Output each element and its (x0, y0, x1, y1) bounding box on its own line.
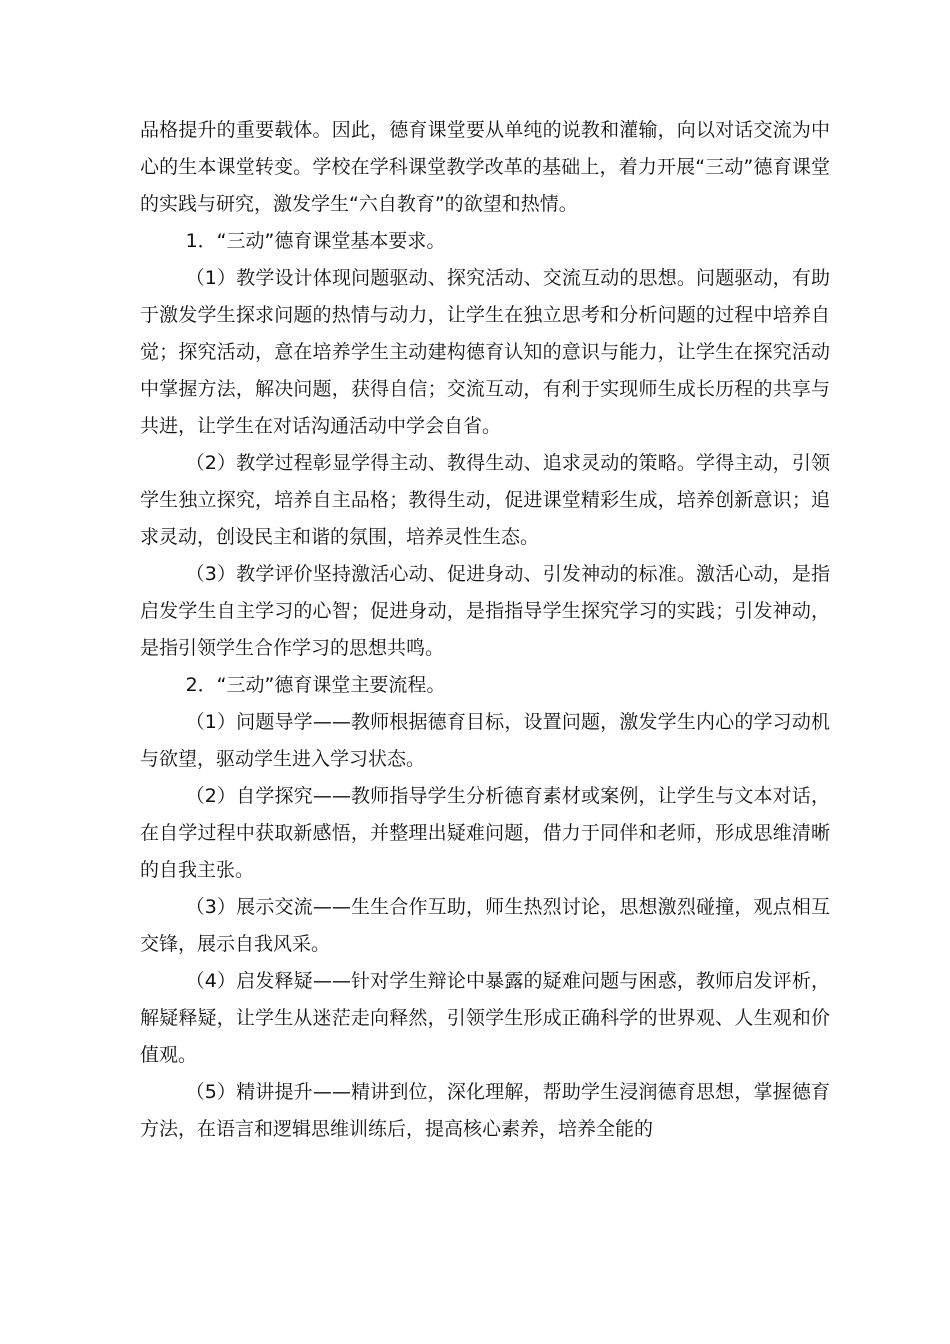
paragraph-step-2: （2）自学探究——教师指导学生分析德育素材或案例，让学生与文本对话，在自学过程中获取新感悟，并整理出疑难问题，借力于同伴和老师，形成思维清晰的自我主张。 (140, 785, 830, 881)
document-body (140, 112, 830, 1148)
section-heading-1: 1．“三动”德育课堂基本要求。 (185, 230, 446, 252)
paragraph-step-4: （4）启发释疑——针对学生辩论中暴露的疑难问题与困惑，教师启发评析，解疑释疑，让学生从迷茫走向释然，引领学生形成正确科学的世界观、人生观和价值观。 (140, 970, 830, 1066)
paragraph-step-3: （3）展示交流——生生合作互助，师生热烈讨论，思想激烈碰撞，观点相互交锋，展示自我风采。 (140, 896, 830, 955)
paragraph-step-1: （1）问题导学——教师根据德育目标，设置问题，激发学生内心的学习动机与欲望，驱动学生进入学习状态。 (140, 711, 830, 770)
paragraph-requirement-1: （1）教学设计体现问题驱动、探究活动、交流互动的思想。问题驱动，有助于激发学生探求问题的热情与动力，让学生在独立思考和分析问题的过程中培养自觉；探究活动，意在培养学生主动建构德育认知的意识与能力，让学生在探究活动中掌握方法，解决问题，获得自信；交流互动，有利于实现师生成长历程的共享与共进，让学生在对话沟通活动中学会自省。 (140, 267, 830, 437)
section-heading-2: 2．“三动”德育课堂主要流程。 (185, 674, 446, 696)
paragraph-step-5: （5）精讲提升——精讲到位，深化理解，帮助学生浸润德育思想，掌握德育方法，在语言和逻辑思维训练后，提高核心素养，培养全能的 (140, 1081, 830, 1140)
paragraph-requirement-3: （3）教学评价坚持激活心动、促进身动、引发神动的标准。激活心动，是指启发学生自主学习的心智；促进身动，是指指导学生探究学习的实践；引发神动，是指引领学生合作学习的思想共鸣。 (140, 563, 830, 659)
paragraph-continuation: 品格提升的重要载体。因此，德育课堂要从单纯的说教和灌输，向以对话交流为中心的生本课堂转变。学校在学科课堂教学改革的基础上，着力开展“三动”德育课堂的实践与研究，激发学生“六自教育”的欲望和热情。 (140, 119, 830, 215)
paragraph-requirement-2: （2）教学过程彰显学得主动、教得生动、追求灵动的策略。学得主动，引领学生独立探究，培养自主品格；教得生动，促进课堂精彩生成，培养创新意识；追求灵动，创设民主和谐的氛围，培养灵性生态。 (140, 452, 830, 548)
